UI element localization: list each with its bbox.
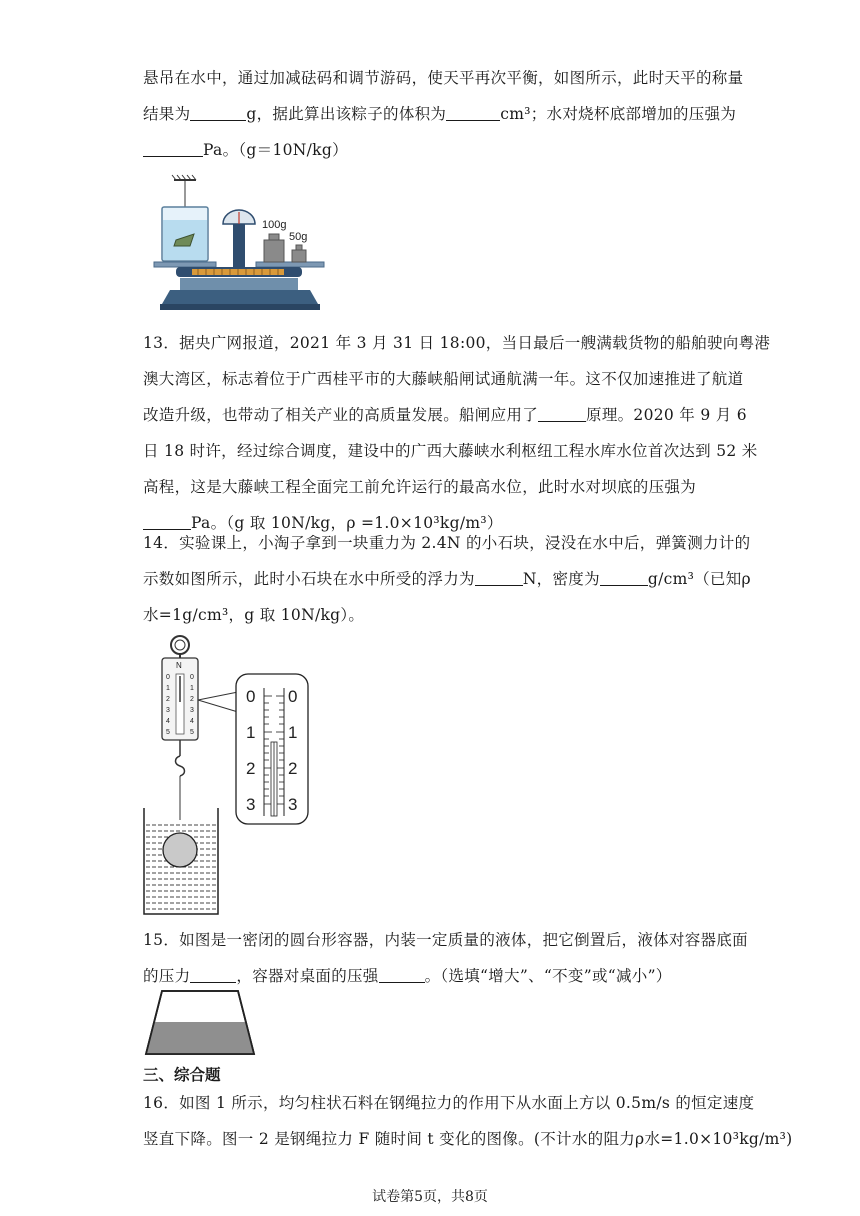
q13-text <box>143 325 771 541</box>
page-footer: 试卷第5页，共8页 <box>372 1189 488 1205</box>
answer-blank[interactable] <box>475 567 523 586</box>
q12-line-1: 悬吊在水中，通过加减砝码和调节游码，使天平再次平衡，如图所示，此时天平的称量 <box>143 69 744 87</box>
small-tick-2: 2 <box>166 696 170 703</box>
q14-text <box>143 525 751 633</box>
q16-text <box>143 1085 793 1157</box>
stone-ball <box>163 833 197 867</box>
answer-blank[interactable] <box>143 138 203 157</box>
svg-text:2: 2 <box>190 696 194 703</box>
small-tick-1: 1 <box>166 685 170 692</box>
big-tick-3-left: 3 <box>246 795 256 814</box>
q14-line-3: 水=1g/cm³，g 取 10N/kg）。 <box>143 606 365 624</box>
q13-line-2: 澳大湾区，标志着位于广西桂平市的大藤峡船闸试通航满一年。这不仅加速推进了航道 <box>143 370 744 388</box>
q16-line-1: 16．如图 1 所示，均匀柱状石料在钢绳拉力的作用下从水面上方以 0.5m/s 的恒定速度 <box>143 1094 755 1112</box>
q14-line-1: 14．实验课上，小淘子拿到一块重力为 2.4N 的小石块，浸没在水中后，弹簧测力计的 <box>143 534 751 552</box>
frustum-container-figure <box>144 988 256 1058</box>
svg-text:0: 0 <box>190 674 194 681</box>
big-tick-0-left: 0 <box>246 687 256 706</box>
weight-50g-label: 50g <box>289 231 308 243</box>
q15-text <box>143 922 748 994</box>
small-tick-0: 0 <box>166 674 170 681</box>
svg-text:4: 4 <box>190 718 194 725</box>
scale-unit-label: N <box>176 661 182 670</box>
q12-line-3: Pa。（g＝10N/kg） <box>143 132 723 168</box>
q14-line-2: 示数如图所示，此时小石块在水中所受的浮力为 N，密度为 g/cm³（已知ρ <box>143 561 723 597</box>
answer-blank[interactable] <box>538 403 586 422</box>
q15-line-1: 15．如图是一密闭的圆台形容器，内装一定质量的液体，把它倒置后，液体对容器底面 <box>143 931 748 949</box>
q12-text <box>143 60 744 168</box>
svg-text:1: 1 <box>190 685 194 692</box>
section-3-title: 三、综合题 <box>143 1065 221 1084</box>
answer-blank[interactable] <box>600 567 648 586</box>
q13-line-5: 高程，这是大藤峡工程全面完工前允许运行的最高水位，此时水对坝底的压强为 <box>143 478 697 496</box>
big-tick-2-left: 2 <box>246 759 256 778</box>
big-tick-0-right: 0 <box>288 687 298 706</box>
big-tick-3-right: 3 <box>288 795 298 814</box>
answer-blank[interactable] <box>190 102 246 121</box>
q15-line-2: 的压力 ，容器对桌面的压强 。（选填“增大”、“不变”或“减小”） <box>143 958 723 994</box>
weight-100g-label: 100g <box>262 219 287 231</box>
small-tick-3: 3 <box>166 707 170 714</box>
answer-blank[interactable] <box>379 964 425 983</box>
q13-line-6: Pa。（g 取 10N/kg，ρ =1.0×10³kg/m³） <box>143 505 723 541</box>
q13-line-3: 改造升级，也带动了相关产业的高质量发展。船闸应用了 原理。2020 年 9 月 6 <box>143 397 723 433</box>
svg-text:5: 5 <box>190 729 194 736</box>
answer-blank[interactable] <box>446 102 500 121</box>
big-tick-2-right: 2 <box>288 759 298 778</box>
small-tick-5: 5 <box>166 729 170 736</box>
q13-line-1: 13．据央广网报道，2021 年 3 月 31 日 18:00，当日最后一艘满载货物的船舶驶向粤港 <box>143 334 771 352</box>
big-tick-1-right: 1 <box>288 723 298 742</box>
big-tick-1-left: 1 <box>246 723 256 742</box>
balance-figure <box>150 172 330 312</box>
q16-line-2: 竖直下降。图一 2 是钢绳拉力 F 随时间 t 变化的图像。(不计水的阻力ρ水=1.0×10³kg/m³) <box>143 1130 793 1148</box>
svg-text:3: 3 <box>190 707 194 714</box>
small-tick-4: 4 <box>166 718 170 725</box>
spring-scale-figure <box>140 630 320 920</box>
q13-line-4: 日 18 时许，经过综合调度，建设中的广西大藤峡水利枢纽工程水库水位首次达到 52 米 <box>143 442 758 460</box>
answer-blank[interactable] <box>190 964 236 983</box>
q12-line-2: 结果为 g，据此算出该粽子的体积为 cm³；水对烧杯底部增加的压强为 <box>143 96 723 132</box>
